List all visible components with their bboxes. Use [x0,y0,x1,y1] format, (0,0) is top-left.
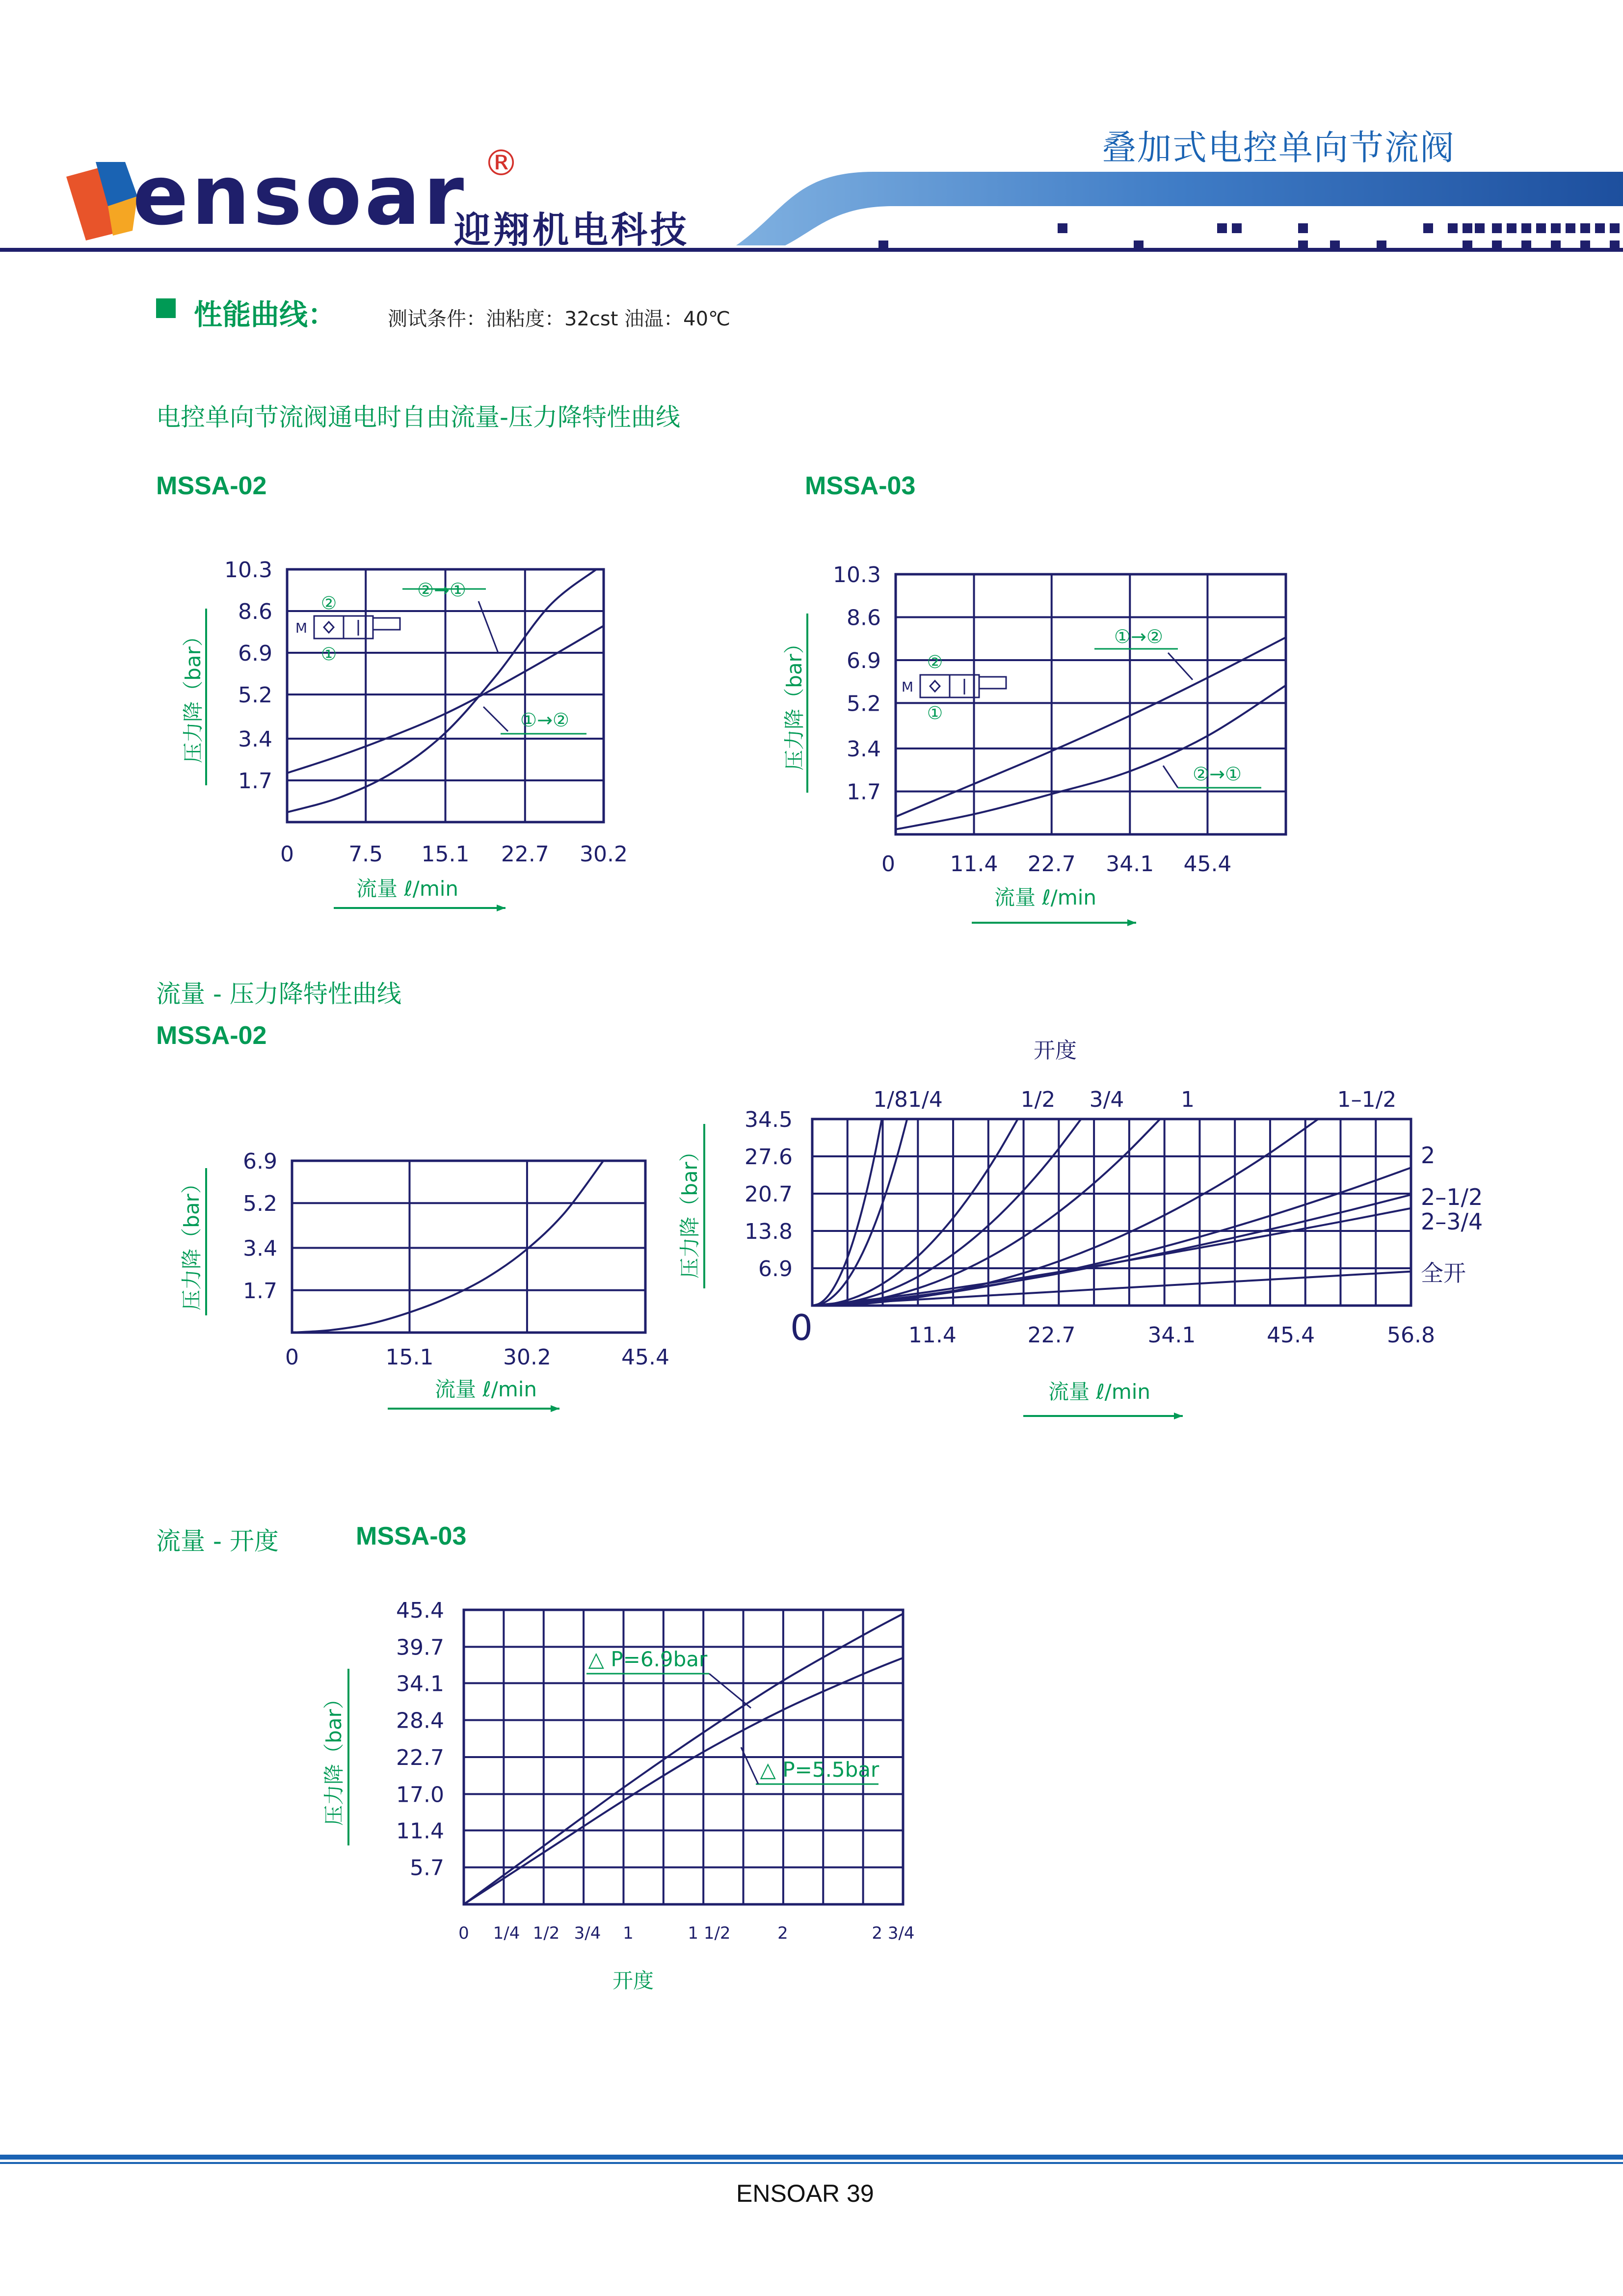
chart4-xtick: 34.1 [1147,1323,1196,1348]
chart1-ytick: 5.2 [238,683,272,708]
product-title: 叠加式电控单向节流阀 [1102,128,1455,168]
chart1-xtick: 30.2 [580,842,628,867]
chart4-top-label: 1/81/4 [873,1087,943,1112]
chart1-ytick: 1.7 [238,769,272,794]
chart5-xtick: 2 [777,1923,788,1943]
chart1-annot-2: ①→② [520,709,569,731]
chart4-ytick: 6.9 [758,1256,793,1281]
chart3-model: MSSA-02 [156,1021,267,1050]
chart2-series-0 [896,638,1286,817]
footer-rule-top [0,2155,1623,2160]
chart4-xtick: 56.8 [1387,1323,1435,1348]
chart5-ytick: 28.4 [396,1708,444,1734]
chart4-right-label: 2 [1421,1142,1436,1169]
chart5-ytick: 34.1 [396,1671,444,1697]
chart1-xaxis-arrow-head [497,905,506,911]
chart5-ytick: 11.4 [396,1818,444,1844]
chart2-xtick: 11.4 [950,852,998,877]
chart2-annot-2: ②→① [1193,763,1242,785]
chart2-series-1 [896,685,1286,829]
chart5-label-55: △ P=5.5bar [760,1758,879,1782]
chart1-xtick: 7.5 [348,842,383,867]
chart2-ytick: 6.9 [847,648,881,673]
chart4-xtick: 45.4 [1267,1323,1315,1348]
section2-title: 流量 - 压力降特性曲线 [156,980,401,1008]
chart2-ytick: 3.4 [847,737,881,762]
chart3-ytick: 3.4 [243,1236,277,1261]
chart3-ytick: 5.2 [243,1191,277,1217]
chart1-annot-2-pointer [483,707,508,731]
chart2-solenoid [979,677,1006,689]
chart3-xtick: 0 [285,1345,299,1370]
chart5-ytick: 17.0 [396,1782,444,1808]
chart4-top-label: 1/2 [1020,1087,1056,1112]
chart1-ytick: 10.3 [224,558,272,583]
registered-mark: ® [483,142,519,184]
chart5-label-69: △ P=6.9bar [588,1647,708,1671]
footer-rule-bottom [0,2162,1623,2164]
chart1-ytick: 8.6 [238,599,272,624]
chart1-ylabel: 压力降（bar） [181,626,205,763]
chart4-ytick: 13.8 [745,1219,793,1244]
chart3-xtick: 45.4 [621,1345,669,1370]
chart5-xtick: 1/2 [532,1923,560,1943]
chart2-model: MSSA-03 [805,472,916,500]
chart5-label-69-pointer [709,1674,751,1708]
chart1-symbol-port2: ② [320,593,337,614]
chart2-ytick: 1.7 [847,779,881,805]
section3-title: 流量 - 开度 [156,1527,279,1555]
chart4-xlabel: 流量 ℓ/min [1048,1380,1151,1404]
chart4-xaxis-arrow-head [1174,1413,1183,1419]
chart4-title: 开度 [1034,1038,1077,1063]
chart1-model: MSSA-02 [156,472,267,500]
chart1-valve-body [314,616,344,639]
chart4-top-label: 1 [1181,1087,1195,1112]
chart5-xtick: 2 3/4 [872,1923,915,1943]
chart2-annot-2-pointer [1163,766,1178,788]
chart3-xaxis-arrow-head [551,1405,559,1412]
chart1-xtick: 0 [280,842,294,867]
chart2-ylabel: 压力降（bar） [782,633,806,771]
chart2-annot-1-pointer [1168,653,1193,680]
chart2-frame [896,574,1286,834]
chart2-symbol-m: M [901,679,914,695]
chart5-ytick: 39.7 [396,1635,444,1660]
chart1-symbol-port1: ① [320,644,337,665]
chart4-series-5 [812,1119,1318,1306]
chart3-ytick: 6.9 [243,1149,277,1174]
chart4-series-9 [812,1272,1411,1306]
chart2-xtick: 34.1 [1106,852,1154,877]
chart1-check-icon [324,622,334,633]
chart1-ytick: 3.4 [238,727,272,752]
chart5-ylabel: 压力降（bar） [322,1688,346,1826]
chart1-annot-1: ②→① [417,579,466,601]
chart2-xaxis-arrow-head [1127,919,1136,926]
chart5-ytick: 45.4 [396,1598,444,1623]
test-conditions: 测试条件：油粘度：32cst 油温：40℃ [388,308,730,330]
chart3-ylabel: 压力降（bar） [180,1173,204,1310]
chart1-xlabel: 流量 ℓ/min [356,877,459,901]
chart4-top-label: 3/4 [1089,1087,1124,1112]
chart1-solenoid [373,618,400,630]
chart4-ytick: 20.7 [745,1182,793,1207]
chart1-xtick: 15.1 [421,842,470,867]
chart4-xtick: 11.4 [908,1323,957,1348]
chart4-series-8 [812,1208,1411,1306]
brand-logotype: ensoar [133,147,467,243]
chart1-ytick: 6.9 [238,641,272,666]
chart4-series-4 [812,1119,1160,1306]
chart2-xtick: 0 [881,852,895,877]
chart5-xtick: 0 [458,1923,469,1943]
chart3-series-0 [292,1161,603,1333]
chart4-right-label: 2–1/2 [1421,1184,1483,1210]
chart3-xtick: 15.1 [385,1345,434,1370]
chart1-symbol-m: M [295,620,308,636]
chart3-ytick: 1.7 [243,1278,277,1304]
chart3-frame [292,1161,645,1333]
brand-chinese: 迎翔机电科技 [454,209,690,251]
chart2-xtick: 45.4 [1183,852,1232,877]
chart4-xtick: 0 [790,1307,813,1348]
footer-page-label: ENSOAR 39 [736,2180,874,2207]
chart5-ytick: 5.7 [410,1855,444,1881]
chart3-xtick: 30.2 [503,1345,551,1370]
chart1-annot-1-pointer [479,601,498,653]
chart2-symbol-port1: ① [927,703,943,723]
chart5-xtick: 1 1/2 [688,1923,731,1943]
chart2-ytick: 8.6 [847,605,881,631]
chart4-right-label: 全开 [1421,1260,1466,1286]
section1-title: 电控单向节流阀通电时自由流量-压力降特性曲线 [156,403,681,431]
chart2-ytick: 5.2 [847,691,881,717]
chart2-xtick: 22.7 [1027,852,1076,877]
chart2-check-icon [930,681,940,692]
chart2-symbol-port2: ② [927,652,943,672]
chart5-xtick: 3/4 [574,1923,601,1943]
chart5-ytick: 22.7 [396,1745,444,1770]
chart2-annot-1: ①→② [1114,626,1163,647]
chart4-top-label: 1–1/2 [1337,1087,1397,1112]
section-title: 性能曲线： [194,298,337,331]
chart4-ytick: 27.6 [745,1145,793,1170]
chart5-xtick: 1/4 [493,1923,520,1943]
chart1-xtick: 22.7 [501,842,549,867]
chart2-ytick: 10.3 [833,562,881,587]
chart4-ytick: 34.5 [745,1107,793,1132]
chart2-xlabel: 流量 ℓ/min [994,885,1097,909]
chart3-xlabel: 流量 ℓ/min [434,1377,537,1401]
chart4-ylabel: 压力降（bar） [678,1141,702,1279]
chart5-model: MSSA-03 [356,1522,467,1550]
chart4-right-label: 2–3/4 [1421,1208,1483,1235]
chart4-xtick: 22.7 [1027,1323,1076,1348]
chart2-valve-body [920,675,950,697]
chart5-xtick: 1 [623,1923,634,1943]
chart5-xlabel: 开度 [612,1969,654,1993]
